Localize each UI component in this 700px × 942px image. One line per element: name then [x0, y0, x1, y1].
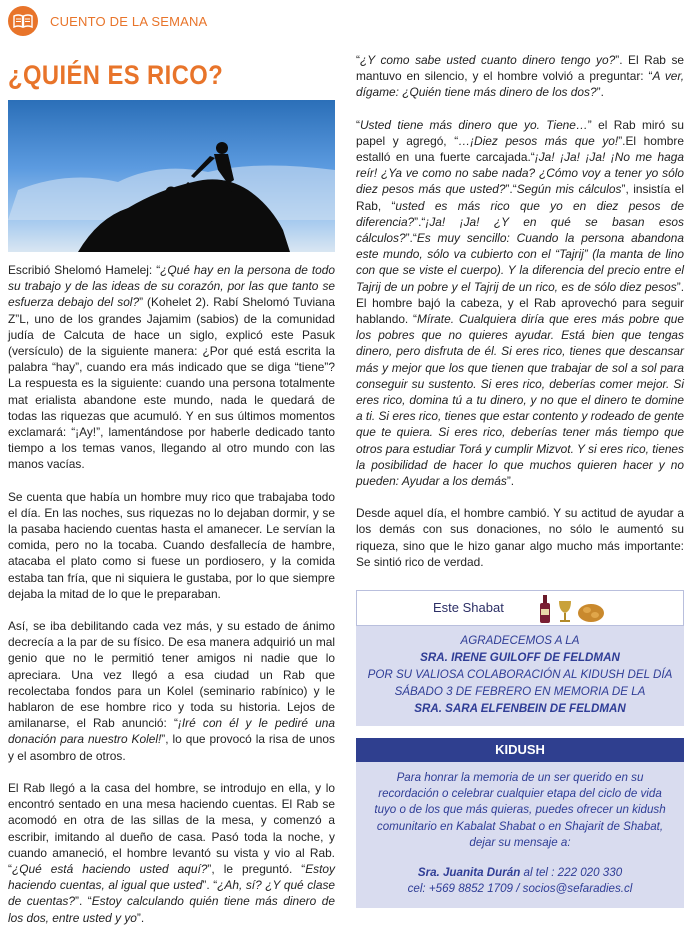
section-label: CUENTO DE LA SEMANA: [50, 13, 208, 29]
thanks-line: SÁBADO 3 DE FEBRERO EN MEMORIA DE LA: [394, 685, 646, 698]
kidush-contact-tel: al tel : 222 020 330: [520, 866, 623, 880]
paragraph: “¿Y como sabe usted cuanto dinero tengo yo?”. El Rab se mantuvo en silencio, y el hombre volvió a preguntar: “A ver, dígame: ¿Quién tiene más dinero de los dos?”.: [356, 53, 685, 100]
thanks-line: AGRADECEMOS A LA: [460, 634, 580, 647]
kidush-contact: [366, 865, 674, 881]
thanks-line: POR SU VALIOSA COLABORACIÓN AL KIDUSH DEL DÍA: [367, 668, 673, 681]
article-title: ¿QUIÉN ES RICO?: [8, 60, 224, 90]
kidush-body: Para honrar la memoria de un ser querido en su recordación o celebrar cualquier etapa del ciclo de vida tuyo o de los que más quieras, puedes ofrecer un kidush comunitario en Kabalat Shabat o en Shajarit de Shabat, dejar su mensaje a:: [374, 771, 666, 849]
paragraph: Escribió Shelomó Hamelej: “¿Qué hay en la persona de todo su trabajo y de las ideas de su corazón, por las que tanto se esfuerza debajo del sol?” (Kohelet 2). Rabí Shelomó Tuviana Z”L, uno de los grandes Jajamim (sabios) de la comunidad judía de Calcuta de hace un siglo, explicó este Pasuk (versículo) de la siguiente manera: ¿Por qué está escrita la palabra “hay”, cuando era más indicado que se diga “tiene”? La respuesta es la siguiente: cuando una persona totalmente mat erialista abandone este mundo, nada le quedará de todas las riquezas que acumuló. Y en sus últimos momentos exclamará: “¡Ay!”, lamentándose por haberle dedicado tanto tiempo a los temas vanos, llegando al otro mundo con las manos vacías.: [8, 263, 335, 472]
kidush-contact-name: Sra. Juanita Durán: [417, 866, 521, 880]
article-left-column: [8, 262, 335, 942]
challah-bread-icon: [578, 604, 604, 622]
thanks-honoree: SRA. IRENE GUILOFF DE FELDMAN: [420, 651, 620, 664]
paragraph: Se cuenta que había un hombre muy rico que trabajaba todo el día. En las noches, sus riquezas no lo dejaban dormir, y se la pasaba haciendo cuentas hasta el amanecer. Le servían la comida, pero no la tocaba. Cuando desfallecía de hambre, atacaba el plato como si fuese un pordiosero, y la comida estaba tan fría, que ni siquiera le gustaba, por lo que siempre dejaba la mitad de lo que le preparaban.: [8, 489, 335, 601]
paragraph: El Rab llegó a la casa del hombre, se introdujo en ella, y lo encontró sentado en una mesa haciendo cuentas. El Rab se acomodó en otra de las sillas de la mesa, y comenzó a escribir, imitando al dueño de casa. Pasó toda la noche, y cuando amaneció, el hombre levantó su vista y vio al Rab. “¿Qué está haciendo usted aquí?”, le preguntó. “Estoy haciendo cuentas, al igual que usted”. “¿Ah, sí? ¿Y qué clase de cuentas?”. “Estoy calculando quién tiene más dinero de los dos, entre usted y yo”.: [8, 780, 335, 925]
kidush-contact-line2: cel: +569 8852 1709 / socios@sefaradies.cl: [407, 882, 633, 896]
article-right-column: [356, 52, 684, 586]
thanks-memoriam: SRA. SARA ELFENBEIN DE FELDMAN: [414, 702, 626, 715]
paragraph: Así, se iba debilitando cada vez más, y su estado de ánimo decrecía a la par de su físico. De esa manera adquirió un mal genio que no le permitió tener amigos ni nadie que lo apreciara. Una vez llegó a esa ciudad un Rab que recolectaba fondos para un Kolel (seminario rabínico) y le hablaron de ese hombre rico y toda su historia. Lejos de amilanarse, el Rab anunció: “¡Iré con él y le pediré una donación para nuestro Kolel!”, lo que provocó la risa de unos y el asombro de otros.: [8, 619, 335, 763]
kidush-title: KIDUSH: [356, 738, 684, 762]
silhouette-helping-hand-photo: [8, 100, 335, 252]
este-shabat-label: Este Shabat: [433, 600, 504, 615]
paragraph: “Usted tiene más dinero que yo. Tiene…” el Rab miró su papel y agregó, “…¡Diez pesos más que yo!”.El hombre estalló en una fuerte carcajada.“¡Ja! ¡Ja! ¡Ja! ¡No me haga reír! ¿Ya ve como no sabe nada? ¿Cómo voy a tener yo sólo diez pesos más que usted?”.“Según mis cálculos”, insistía el Rab, “usted es más rico que yo en diez pesos de diferencia?”.“¡Ja! ¡Ja! ¿Y en qué se basan esos cálculos?”.“Es muy sencillo: Cuando la persona abandona este mundo, sólo va cubierto con el “Tajrij” (la manta de lino con que se viste el cuerpo). Y la diferencia del precio entre el Tajrij de un pobre y el Tajrij de un rico, es de sólo diez pesos”. El hombre bajó la cabeza, y el Rab aprovechó para seguir hablando. “Mírate. Cualquiera diría que eres más pobre que los pobres que no quieres ayudar. Está bien que tengas dinero, pero disfruta de él. Si eres rico, tienes que descansar más y mejor que los que tienen que trabajar de sol a sol para conseguir su sustento. Si eres rico, deberías comer mejor. Si eres rico, domina tú a tu dinero, y no que el dinero te domine a ti. Si eres rico, tienes que estar contento y rodeado de gente que te quiera. Si eres rico, deberías tener más tiempo que otros para estudiar Torá y cumplir Mizvot. Y si eres rico, tienes la posibilidad de hacer lo que muchos quieren hacer y no pueden: Ayudar a los demás”.: [356, 117, 685, 489]
paragraph: Desde aquel día, el hombre cambió. Y su actitud de ayudar a los demás con sus donaciones, no sólo le aumentó su riqueza, sino que le hizo ganar algo mucho más importante: Se sintió rico de verdad.: [356, 506, 684, 569]
wine-bottle-icon: [540, 595, 550, 623]
section-header: [8, 6, 207, 36]
thanks-box: [356, 626, 684, 726]
kiddush-cup-icon: [559, 601, 571, 622]
kidush-box: [356, 762, 684, 908]
open-book-icon: [8, 6, 38, 36]
este-shabat-banner: [356, 590, 684, 626]
